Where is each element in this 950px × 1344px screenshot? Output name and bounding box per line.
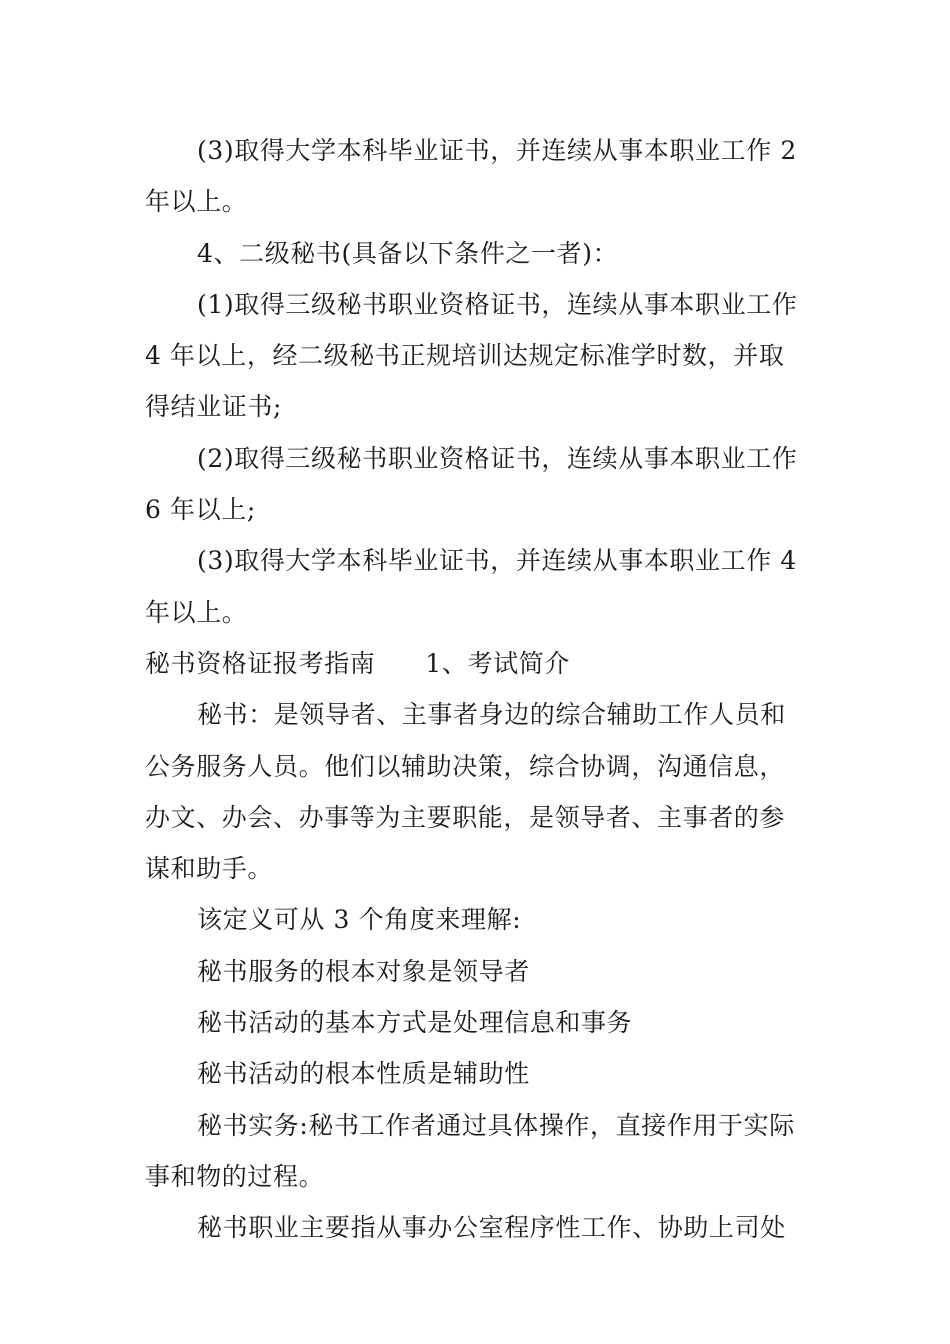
- section-heading: [145, 638, 807, 689]
- body-paragraph-7: 秘书职业主要指从事办公室程序性工作、协助上司处: [197, 1213, 786, 1243]
- paragraph-3: (1)取得三级秘书职业资格证书，连续从事本职业工作 4 年以上，经二级秘书正规培训达规定标准学时数，并取得结业证书;: [145, 289, 798, 422]
- body-paragraph-6: 秘书实务:秘书工作者通过具体操作，直接作用于实际事和物的过程。: [145, 1110, 795, 1191]
- section-heading-title: 秘书资格证报考指南: [145, 648, 376, 678]
- body-paragraph-4: 秘书活动的基本方式是处理信息和事务: [197, 1008, 633, 1038]
- document-body: [145, 125, 807, 1254]
- paragraph-5: (3)取得大学本科毕业证书，并连续从事本职业工作 4 年以上。: [145, 546, 797, 627]
- body-paragraph-3: 秘书服务的根本对象是领导者: [197, 956, 530, 986]
- paragraph-4: (2)取得三级秘书职业资格证书，连续从事本职业工作 6 年以上;: [145, 443, 798, 525]
- paragraph-2: 4、二级秘书(具备以下条件之一者)：: [197, 238, 619, 268]
- body-paragraph-5: 秘书活动的根本性质是辅助性: [197, 1059, 530, 1089]
- paragraph-1: (3)取得大学本科毕业证书，并连续从事本职业工作 2 年以上。: [145, 136, 797, 217]
- section-heading-subtitle: 1、考试简介: [425, 648, 570, 678]
- body-paragraph-2: 该定义可从 3 个角度来理解:: [197, 905, 522, 935]
- body-paragraph-1: 秘书：是领导者、主事者身边的综合辅助工作人员和公务服务人员。他们以辅助决策，综合协调，沟通信息，办文、办会、办事等为主要职能，是领导者、主事者的参谋和助手。: [145, 700, 786, 884]
